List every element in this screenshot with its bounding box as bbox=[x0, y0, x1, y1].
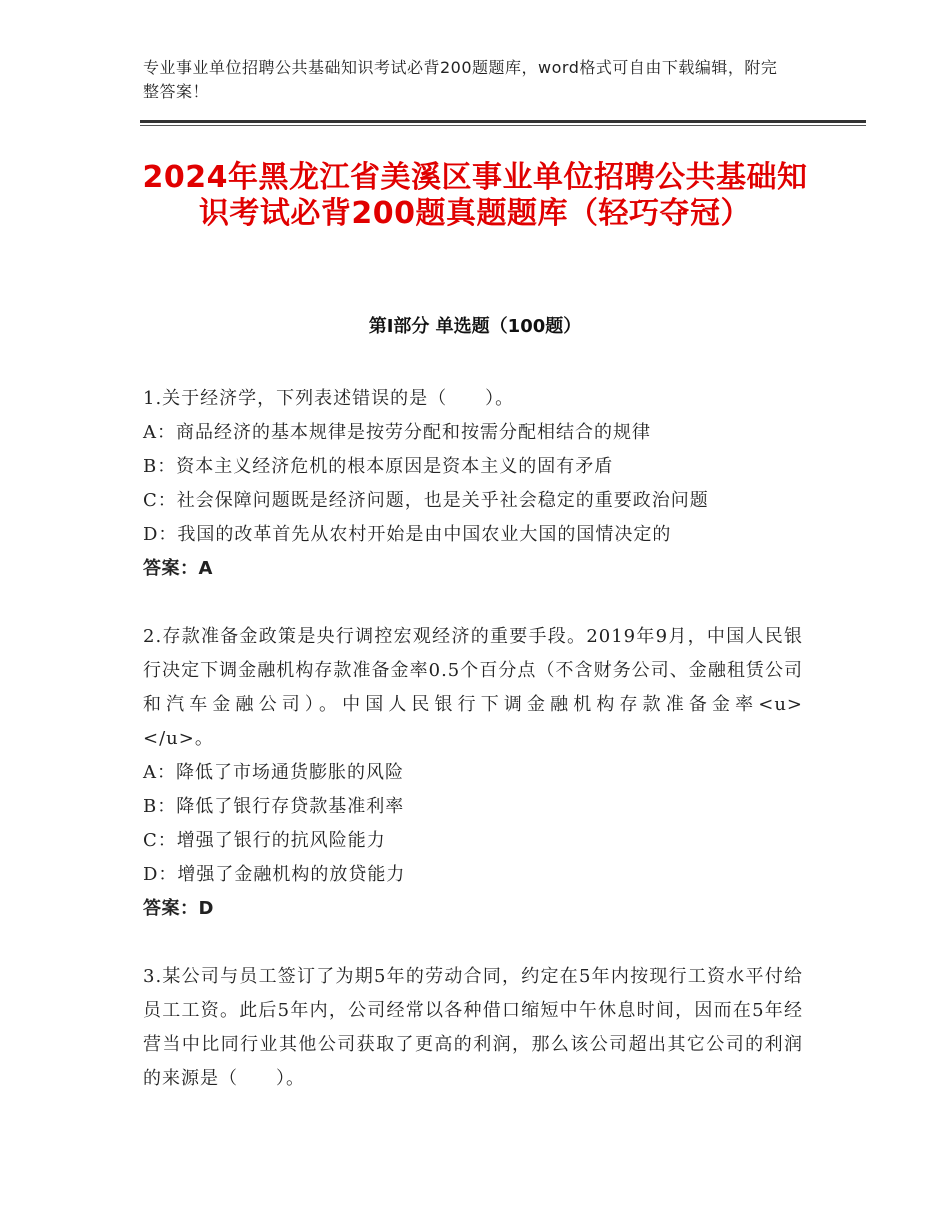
option-a: A：商品经济的基本规律是按劳分配和按需分配相结合的规律 bbox=[143, 422, 651, 443]
question-list bbox=[143, 382, 898, 1096]
header-note: 专业事业单位招聘公共基础知识考试必背200题题库，word格式可自由下载编辑，附完整答案！ bbox=[143, 58, 778, 101]
spacer bbox=[143, 586, 803, 620]
question-stem: 1.关于经济学，下列表述错误的是（ ）。 bbox=[143, 388, 515, 409]
answer-value: A bbox=[198, 558, 213, 579]
option-a: A：降低了市场通货膨胀的风险 bbox=[143, 762, 404, 783]
option-b: B：资本主义经济危机的根本原因是资本主义的固有矛盾 bbox=[143, 456, 614, 477]
option-d: D：增强了金融机构的放贷能力 bbox=[143, 864, 406, 885]
option-d: D：我国的改革首先从农村开始是由中国农业大国的国情决定的 bbox=[143, 524, 672, 545]
question-stem: 2.存款准备金政策是央行调控宏观经济的重要手段。2019年9月，中国人民银行决定下调金融机构存款准备金率0.5个百分点（不含财务公司、金融租赁公司和汽车金融公司）。中国人民银行下调金融机构存款准备金率<u> </u>。 bbox=[143, 626, 898, 749]
option-c: C：社会保障问题既是经济问题，也是关乎社会稳定的重要政治问题 bbox=[143, 490, 709, 511]
spacer bbox=[143, 926, 803, 960]
answer-line bbox=[143, 892, 803, 926]
header-divider-thin bbox=[140, 125, 866, 126]
document-title: 2024年黑龙江省美溪区事业单位招聘公共基础知识考试必背200题真题题库（轻巧夺冠） bbox=[142, 160, 808, 231]
question-stem: 3.某公司与员工签订了为期5年的劳动合同，约定在5年内按现行工资水平付给员工工资。此后5年内，公司经常以各种借口缩短中午休息时间，因而在5年经营当中比同行业其他公司获取了更高的利润，那么该公司超出其它公司的利润的来源是（ ）。 bbox=[143, 966, 803, 1089]
header-divider-thick bbox=[140, 120, 866, 123]
question-block bbox=[143, 620, 898, 926]
question-block bbox=[143, 960, 803, 1096]
answer-line bbox=[143, 552, 803, 586]
answer-label: 答案： bbox=[143, 898, 199, 919]
section-title: 第Ⅰ部分 单选题（100题） bbox=[368, 316, 582, 337]
answer-label: 答案： bbox=[143, 558, 199, 579]
option-c: C：增强了银行的抗风险能力 bbox=[143, 830, 386, 851]
option-b: B：降低了银行存贷款基准利率 bbox=[143, 796, 405, 817]
question-block bbox=[143, 382, 803, 586]
answer-value: D bbox=[198, 898, 214, 919]
